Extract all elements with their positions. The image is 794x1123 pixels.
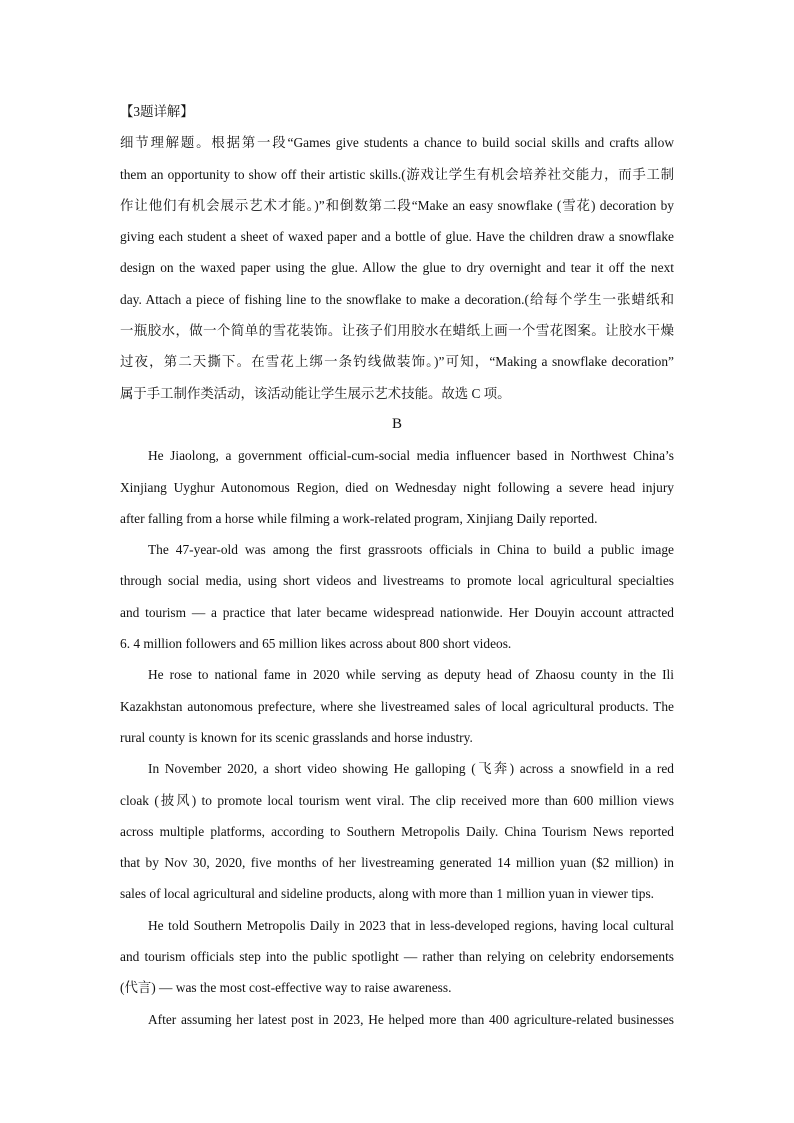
paragraph [120,534,674,659]
paragraph-line: and tourism — a practice that later became widespread nationwide. Her Douyin account attracted [120,604,674,620]
answer-line: 过夜，第二天撕下。在雪花上绑一条钓线做装饰。)”可知，“Making a snowflake decoration” [120,354,674,370]
paragraph [120,659,674,753]
answer-line: them an opportunity to show off their artistic skills.(游戏让学生有机会培养社交能力，而手工制 [120,166,674,182]
answer-line: 属于手工制作类活动，该活动能让学生展示艺术技能。故选 C 项。 [120,385,511,401]
paragraph-line: across multiple platforms, according to Southern Metropolis Daily. China Tourism News reported [120,823,674,839]
paragraph-line: through social media, using short videos and livestreams to promote local agricultural specialties [120,573,674,589]
paragraph-line: He told Southern Metropolis Daily in 2023 that in less-developed regions, having local cultural [148,917,674,933]
paragraph-line: that by Nov 30, 2020, five months of her livestreaming generated 14 million yuan ($2 million) in [120,855,674,871]
answer-line: design on the waxed paper using the glue. Allow the glue to dry overnight and tear it off the next [120,260,674,276]
paragraph [120,440,674,534]
paragraph-line: sales of local agricultural and sideline products, along with more than 1 million yuan in viewer tips. [120,886,655,902]
paragraph-line: The 47-year-old was among the first grassroots officials in China to build a public image [148,542,674,558]
answer-line: day. Attach a piece of fishing line to the snowflake to make a decoration.(给每个学生一张蜡纸和 [120,291,674,307]
answer-heading: 【3题详解】 [120,104,194,119]
section-title: B [391,415,402,432]
paragraph-line: Kazakhstan autonomous prefecture, where she livestreamed sales of local agricultural products. The [120,698,674,714]
paragraph-line: Xinjiang Uyghur Autonomous Region, died on Wednesday night following a severe head injury [120,479,674,495]
answer-line: 一瓶胶水，做一个简单的雪花装饰。让孩子们用胶水在蜡纸上画一个雪花图案。让胶水干燥 [120,323,674,339]
answer-line: 细节理解题。根据第一段“Games give students a chance to build social skills and crafts allow [120,135,674,151]
paragraph-line: after falling from a horse while filming a work-related program, Xinjiang Daily reported. [120,510,598,526]
paragraph [120,1004,674,1035]
answer-explanation [120,127,674,409]
paragraph-line: He Jiaolong, a government official-cum-social media influencer based in Northwest China’s [148,448,674,464]
document-page [120,96,674,1035]
paragraph-line: rural county is known for its scenic grasslands and horse industry. [120,729,473,745]
paragraph-line: In November 2020, a short video showing He galloping (飞奔) across a snowfield in a red [148,761,674,777]
paragraph-line: After assuming her latest post in 2023, He helped more than 400 agriculture-related businesses [148,1011,674,1027]
paragraph-line: cloak (披风) to promote local tourism went viral. The clip received more than 600 million views [120,792,674,808]
paragraph-line: 6. 4 million followers and 65 million likes across about 800 short videos. [120,636,512,652]
paragraph-line: and tourism officials step into the public spotlight — rather than relying on celebrity endorsements [120,949,674,965]
answer-line: 作让他们有机会展示艺术才能。)”和倒数第二段“Make an easy snowflake (雪花) decoration by [120,197,674,213]
paragraph [120,910,674,1004]
paragraph [120,753,674,909]
paragraph-line: He rose to national fame in 2020 while serving as deputy head of Zhaosu county in the Ili [148,667,674,683]
answer-line: giving each student a sheet of waxed paper and a bottle of glue. Have the children draw a snowflake [120,229,674,245]
paragraph-line: (代言) — was the most cost-effective way to raise awareness. [120,980,452,996]
